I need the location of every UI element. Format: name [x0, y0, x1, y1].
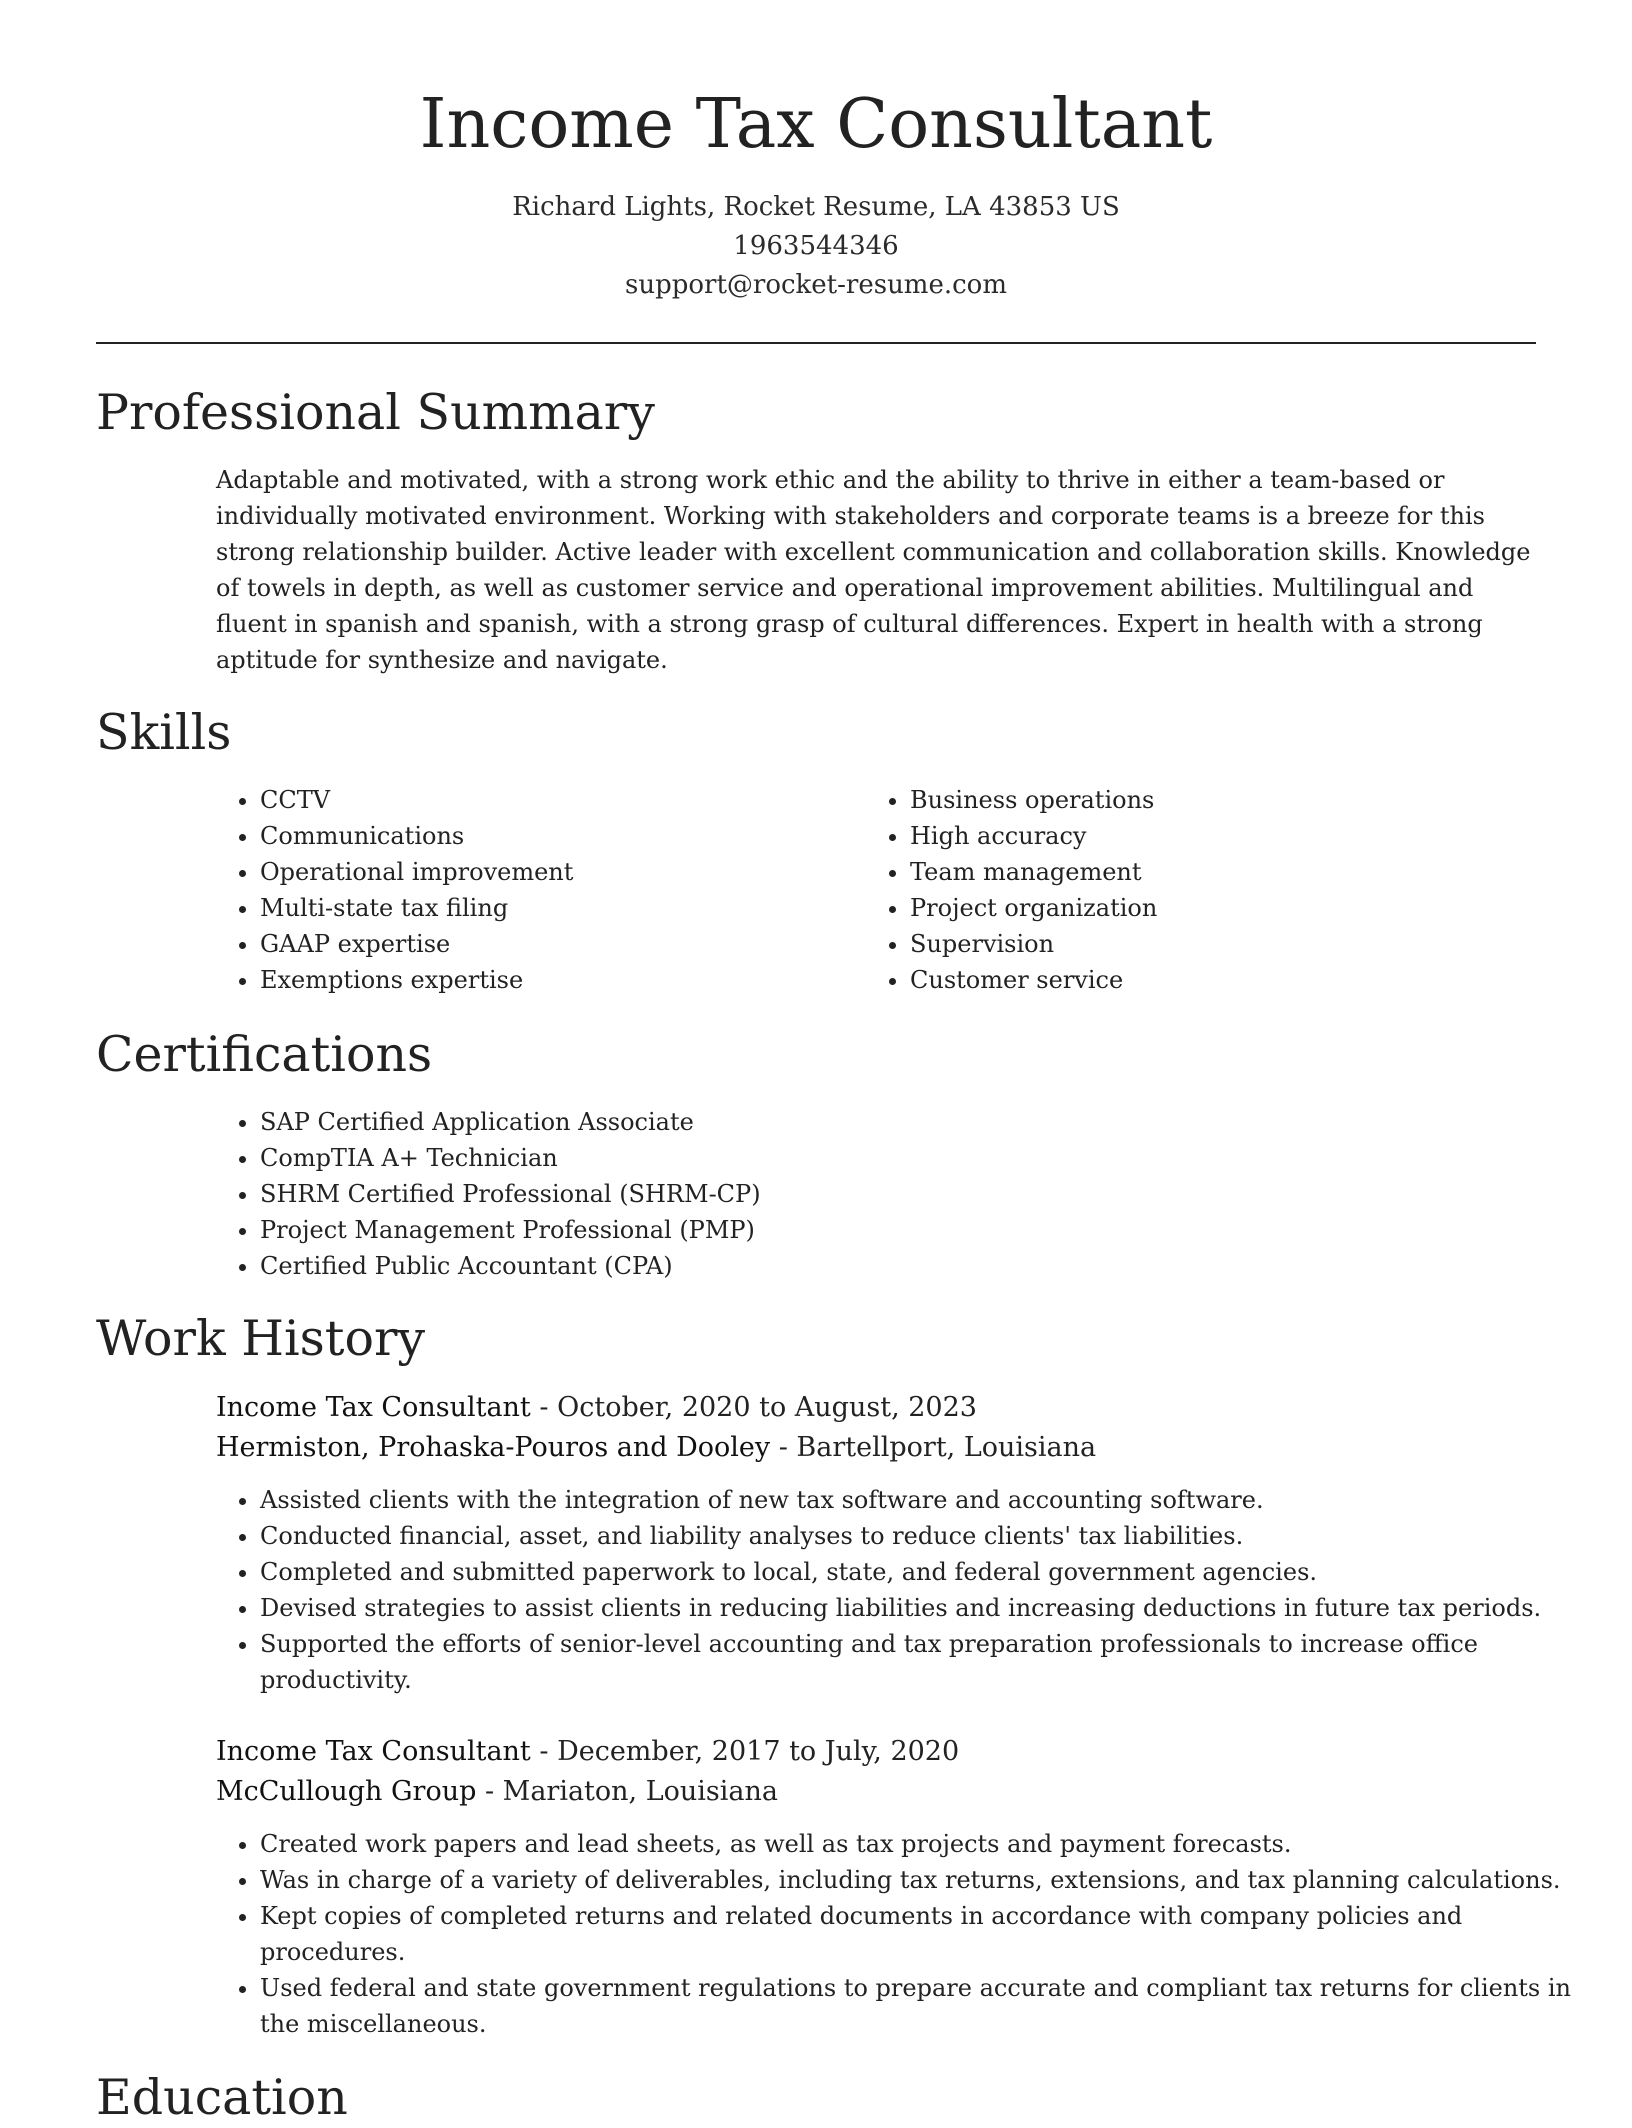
certification-item: • CompTIA A+ Technician — [260, 1140, 1460, 1176]
job-duty: • Completed and submitted paperwork to local, state, and federal government agencies. — [260, 1554, 1580, 1590]
section-title-summary: Professional Summary — [96, 384, 655, 441]
job-title: Income Tax Consultant — [216, 1392, 531, 1423]
section-title-education: Education — [96, 2069, 348, 2126]
job-duty: • Was in charge of a variety of deliverables, including tax returns, extensions, and tax planning calculations. — [260, 1862, 1580, 1898]
job-company: McCullough Group — [216, 1776, 477, 1807]
job-location: - Bartellport, Louisiana — [770, 1432, 1097, 1463]
job-duty: • Kept copies of completed returns and related documents in accordance with company policies and procedures. — [260, 1898, 1580, 1970]
resume-name: Income Tax Consultant — [419, 85, 1213, 164]
job-company-line — [216, 1428, 1096, 1468]
skills-list-right — [866, 782, 1510, 998]
section-title-certifications: Certifications — [96, 1026, 433, 1083]
certification-item: • Certified Public Accountant (CPA) — [260, 1248, 1460, 1284]
job-title-line — [216, 1732, 959, 1772]
skill-item: • Exemptions expertise — [260, 962, 820, 998]
section-title-work-history: Work History — [96, 1310, 426, 1367]
certification-item: • SHRM Certified Professional (SHRM-CP) — [260, 1176, 1460, 1212]
contact-phone: 1963544346 — [733, 231, 899, 261]
skill-item: • Multi-state tax filing — [260, 890, 820, 926]
skill-item: • Business operations — [910, 782, 1510, 818]
resume-header — [0, 80, 1632, 305]
job-duties-list — [216, 1482, 1580, 1698]
job-duty: • Assisted clients with the integration of new tax software and accounting software. — [260, 1482, 1580, 1518]
skill-item: • Customer service — [910, 962, 1510, 998]
job-duty: • Created work papers and lead sheets, as well as tax projects and payment forecasts. — [260, 1826, 1580, 1862]
contact-email: support@rocket-resume.com — [624, 270, 1007, 300]
contact-address: Richard Lights, Rocket Resume, LA 43853 US — [512, 192, 1120, 222]
job-duties-list — [216, 1826, 1580, 2042]
skill-item: • Team management — [910, 854, 1510, 890]
certification-item: • SAP Certified Application Associate — [260, 1104, 1460, 1140]
skill-item: • GAAP expertise — [260, 926, 820, 962]
job-dates: - October, 2020 to August, 2023 — [530, 1392, 977, 1423]
job-company-line — [216, 1772, 778, 1812]
section-title-skills: Skills — [96, 704, 232, 761]
job-dates: - December, 2017 to July, 2020 — [530, 1736, 960, 1767]
job-duty: • Supported the efforts of senior-level accounting and tax preparation professionals to increase office productivity. — [260, 1626, 1580, 1698]
skill-item: • Communications — [260, 818, 820, 854]
job-company: Hermiston, Prohaska-Pouros and Dooley — [216, 1432, 771, 1463]
skills-list-left — [216, 782, 820, 998]
job-location: - Mariaton, Louisiana — [476, 1776, 779, 1807]
job-title: Income Tax Consultant — [216, 1736, 531, 1767]
header-divider — [96, 342, 1536, 344]
summary-text: Adaptable and motivated, with a strong work ethic and the ability to thrive in either a team-based or individually motivated environment. Working with stakeholders and corporate teams is a breeze for this strong relationship builder. Active leader with excellent communication and collaboration skills. Knowledge of towels in depth, as well as customer service and operational improvement abilities. Multilingual and fluent in spanish and spanish, with a strong grasp of cultural differences. Expert in health with a strong aptitude for synthesize and navigate. — [216, 466, 1531, 674]
job-duty: • Devised strategies to assist clients in reducing liabilities and increasing deductions in future tax periods. — [260, 1590, 1580, 1626]
job-duty: • Conducted financial, asset, and liability analyses to reduce clients' tax liabilities. — [260, 1518, 1580, 1554]
certifications-list — [216, 1104, 1460, 1284]
skill-item: • CCTV — [260, 782, 820, 818]
skill-item: • High accuracy — [910, 818, 1510, 854]
skill-item: • Project organization — [910, 890, 1510, 926]
certification-item: • Project Management Professional (PMP) — [260, 1212, 1460, 1248]
job-title-line — [216, 1388, 977, 1428]
skill-item: • Operational improvement — [260, 854, 820, 890]
job-duty: • Used federal and state government regulations to prepare accurate and compliant tax returns for clients in the miscellaneous. — [260, 1970, 1580, 2042]
skill-item: • Supervision — [910, 926, 1510, 962]
